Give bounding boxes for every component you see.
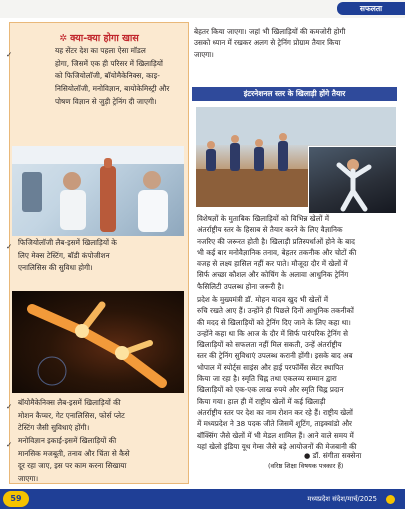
bullet-1-line: निसियोलॉजी, मनोविज्ञान, बायोकेमिस्ट्री और bbox=[55, 84, 170, 94]
text-line: स्तर की ट्रेनिंग सुविधाएं उपलब्ध करानी होंगी। इसके बाद अब bbox=[197, 351, 353, 361]
page-number: 59 bbox=[3, 491, 29, 507]
text-line: फैसिलिटी उपलब्ध होना जरूरी है। bbox=[197, 281, 284, 291]
bullet-4-line: मानसिक मजबूती, तनाव और चिंता से कैसे bbox=[18, 448, 130, 458]
bullet-1 bbox=[55, 45, 185, 109]
text-line: किया गया। हाल ही में राष्ट्रीय खेलों में कई खिलाड़ी bbox=[197, 396, 326, 406]
gymnast-photo bbox=[308, 146, 397, 214]
bullet-4-line: दूर रहा जाए, इस पर काम करना सिखाया bbox=[18, 461, 127, 471]
bullet-2-line: फिजियोलॉजी लैब-इसमें खिलाड़ियों के bbox=[18, 238, 117, 247]
paragraph-2 bbox=[197, 294, 402, 452]
bullet-2 bbox=[18, 237, 117, 275]
text-line: बॉक्सिंग जैसे खेलों में भी मेडल शामिल हैं। आने वाले समय में bbox=[197, 430, 354, 440]
text-line: प्रदेश के मुख्यमंत्री डॉ. मोहन यादव खुद भी खेलों में bbox=[197, 295, 328, 304]
text-line: उन्होंने कहा था कि आज के दौर में सिर्फ पारंपरिक ट्रेनिंग से bbox=[197, 328, 348, 338]
paragraph-1 bbox=[197, 213, 402, 292]
text-line: सिर्फ अच्छा कौशल और कोचिंग के अलावा आधुनिक ट्रेनिंग bbox=[197, 270, 349, 280]
bullet-1-line: यह सेंटर देश का पहला ऐसा मॉडल bbox=[55, 46, 146, 55]
check-icon: ✓ bbox=[6, 440, 13, 449]
section-tag: सफलता bbox=[337, 2, 405, 15]
bullet-3-line: बॉयोमैकेनिक्स लैब-इसमें खिलाड़ियों की bbox=[18, 398, 121, 407]
magazine-issue: मध्यप्रदेश संदेश/मार्च/2025 bbox=[307, 495, 377, 503]
text-line: विशेषज्ञों के मुताबिक खिलाड़ियों को विभिन्न खेलों में bbox=[197, 214, 330, 223]
text-line: भोपाल में स्पोर्ट्स साइंस और हाई परफॉर्मेंस सेंटर स्थापित bbox=[197, 362, 344, 372]
footer-dot-icon bbox=[386, 495, 395, 504]
text-line: खिलाड़ियों को सफलता नहीं मिल सकती, उन्हें अंतर्राष्ट्रीय bbox=[197, 340, 342, 350]
bullet-2-line: लिए मेक्स टेस्टिंग, बॉडी कंपोजीशन bbox=[18, 250, 110, 260]
text-line: अंतर्राष्ट्रीय स्तर पर देश का नाम रोशन कर रहे हैं। राष्ट्रीय खेलों bbox=[197, 407, 353, 417]
text-line: किया जा रहा है। स्मृति चिह्न तथा एकलव्य सम्मान द्वारा bbox=[197, 374, 337, 384]
lab-photo bbox=[12, 146, 184, 236]
section-banner: इंटरनेशनल स्तर के खिलाड़ी होंगे तैयार bbox=[192, 87, 397, 101]
check-icon: ✓ bbox=[6, 50, 13, 59]
star-icon: ✲ bbox=[59, 33, 68, 44]
author-name bbox=[304, 451, 361, 461]
text-line: रुचि रखते आए हैं। उन्होंने ही पिछले दिनों आधुनिक तकनीकों bbox=[197, 306, 354, 316]
text-line: वजह से लक्ष्य हासिल नहीं कर पाते। मौजूदा दौर में खेलों में bbox=[197, 259, 348, 269]
xray-photo bbox=[12, 291, 184, 393]
text-line: अंतर्राष्ट्रीय स्तर के हिसाब से तैयार करने के लिए वैज्ञानिक bbox=[197, 225, 343, 235]
box-title-text: क्या-क्या होगा खास bbox=[70, 33, 139, 44]
text-line: बेहतर किया जाएगा। जहां भी खिलाड़ियों की कमजोरी होगी bbox=[194, 27, 346, 36]
text-line: उसको ध्यान में रखकर अलग से ट्रेनिंग प्रोग्राम तैयार किया bbox=[194, 38, 341, 48]
bullet-4-line: मनोविज्ञान इकाई-इसमें खिलाड़ियों की bbox=[18, 436, 117, 445]
intro-paragraph bbox=[194, 26, 399, 60]
bullet-3-line: टेस्टिंग जैसी सुविधाएं होंगी। bbox=[18, 423, 90, 433]
author-role: (वरिष्ठ शिक्षा विषयक पत्रकार हैं) bbox=[268, 462, 344, 470]
bullet-3 bbox=[18, 397, 125, 435]
text-line: जाएगा। bbox=[194, 49, 214, 59]
text-line: की मदद से खिलाड़ियों को ट्रेनिंग दिए जाने के लिए कहा था। bbox=[197, 317, 351, 327]
bullet-4-line: जाएगा। bbox=[18, 474, 39, 484]
author-name-text: डॉ. संगीता सक्सेना bbox=[312, 451, 362, 460]
bullet-1-line: होगा, जिसमें एक ही परिसर में खिलाड़ियों bbox=[55, 58, 163, 68]
text-line: नजरिए की जरूरत होती है। खिलाड़ी प्रतिस्पर्धाओं होने के बाद bbox=[197, 236, 355, 246]
text-line: यहां खेलो इंडिया यूथ गेम्स जैसे बड़े आयोजनों की मेजबानी की bbox=[197, 441, 357, 451]
bullet-mark: ● bbox=[304, 451, 313, 460]
check-icon: ✓ bbox=[6, 402, 13, 411]
bullet-3-line: मोशन कैप्चर, गेट एनालिसिस, फोर्स प्लेट bbox=[18, 410, 125, 420]
text-line: खिलाड़ियों को एक-एक लाख रुपये और स्मृति चिह्न प्रदान bbox=[197, 385, 344, 395]
bullet-2-line: एनालिसिस की सुविधा होगी। bbox=[18, 263, 93, 273]
box-title bbox=[10, 31, 188, 44]
check-icon: ✓ bbox=[6, 242, 13, 251]
text-line: भी कई बार मनोवैज्ञानिक तनाव, बेहतर तकनीक और चोटों की bbox=[197, 247, 357, 257]
text-line: में मध्यप्रदेश ने 38 पदक जीते जिसमें शूटिंग, ताइक्वांडो और bbox=[197, 419, 352, 429]
bullet-4 bbox=[18, 435, 130, 486]
bullet-1-line: पोषण विज्ञान से जुड़ी ट्रेनिंग दी जाएगी। bbox=[55, 96, 157, 106]
bullet-1-line: को फिजियोलॉजी, बॉयोमैकेनिक्स, काइ- bbox=[55, 71, 160, 81]
